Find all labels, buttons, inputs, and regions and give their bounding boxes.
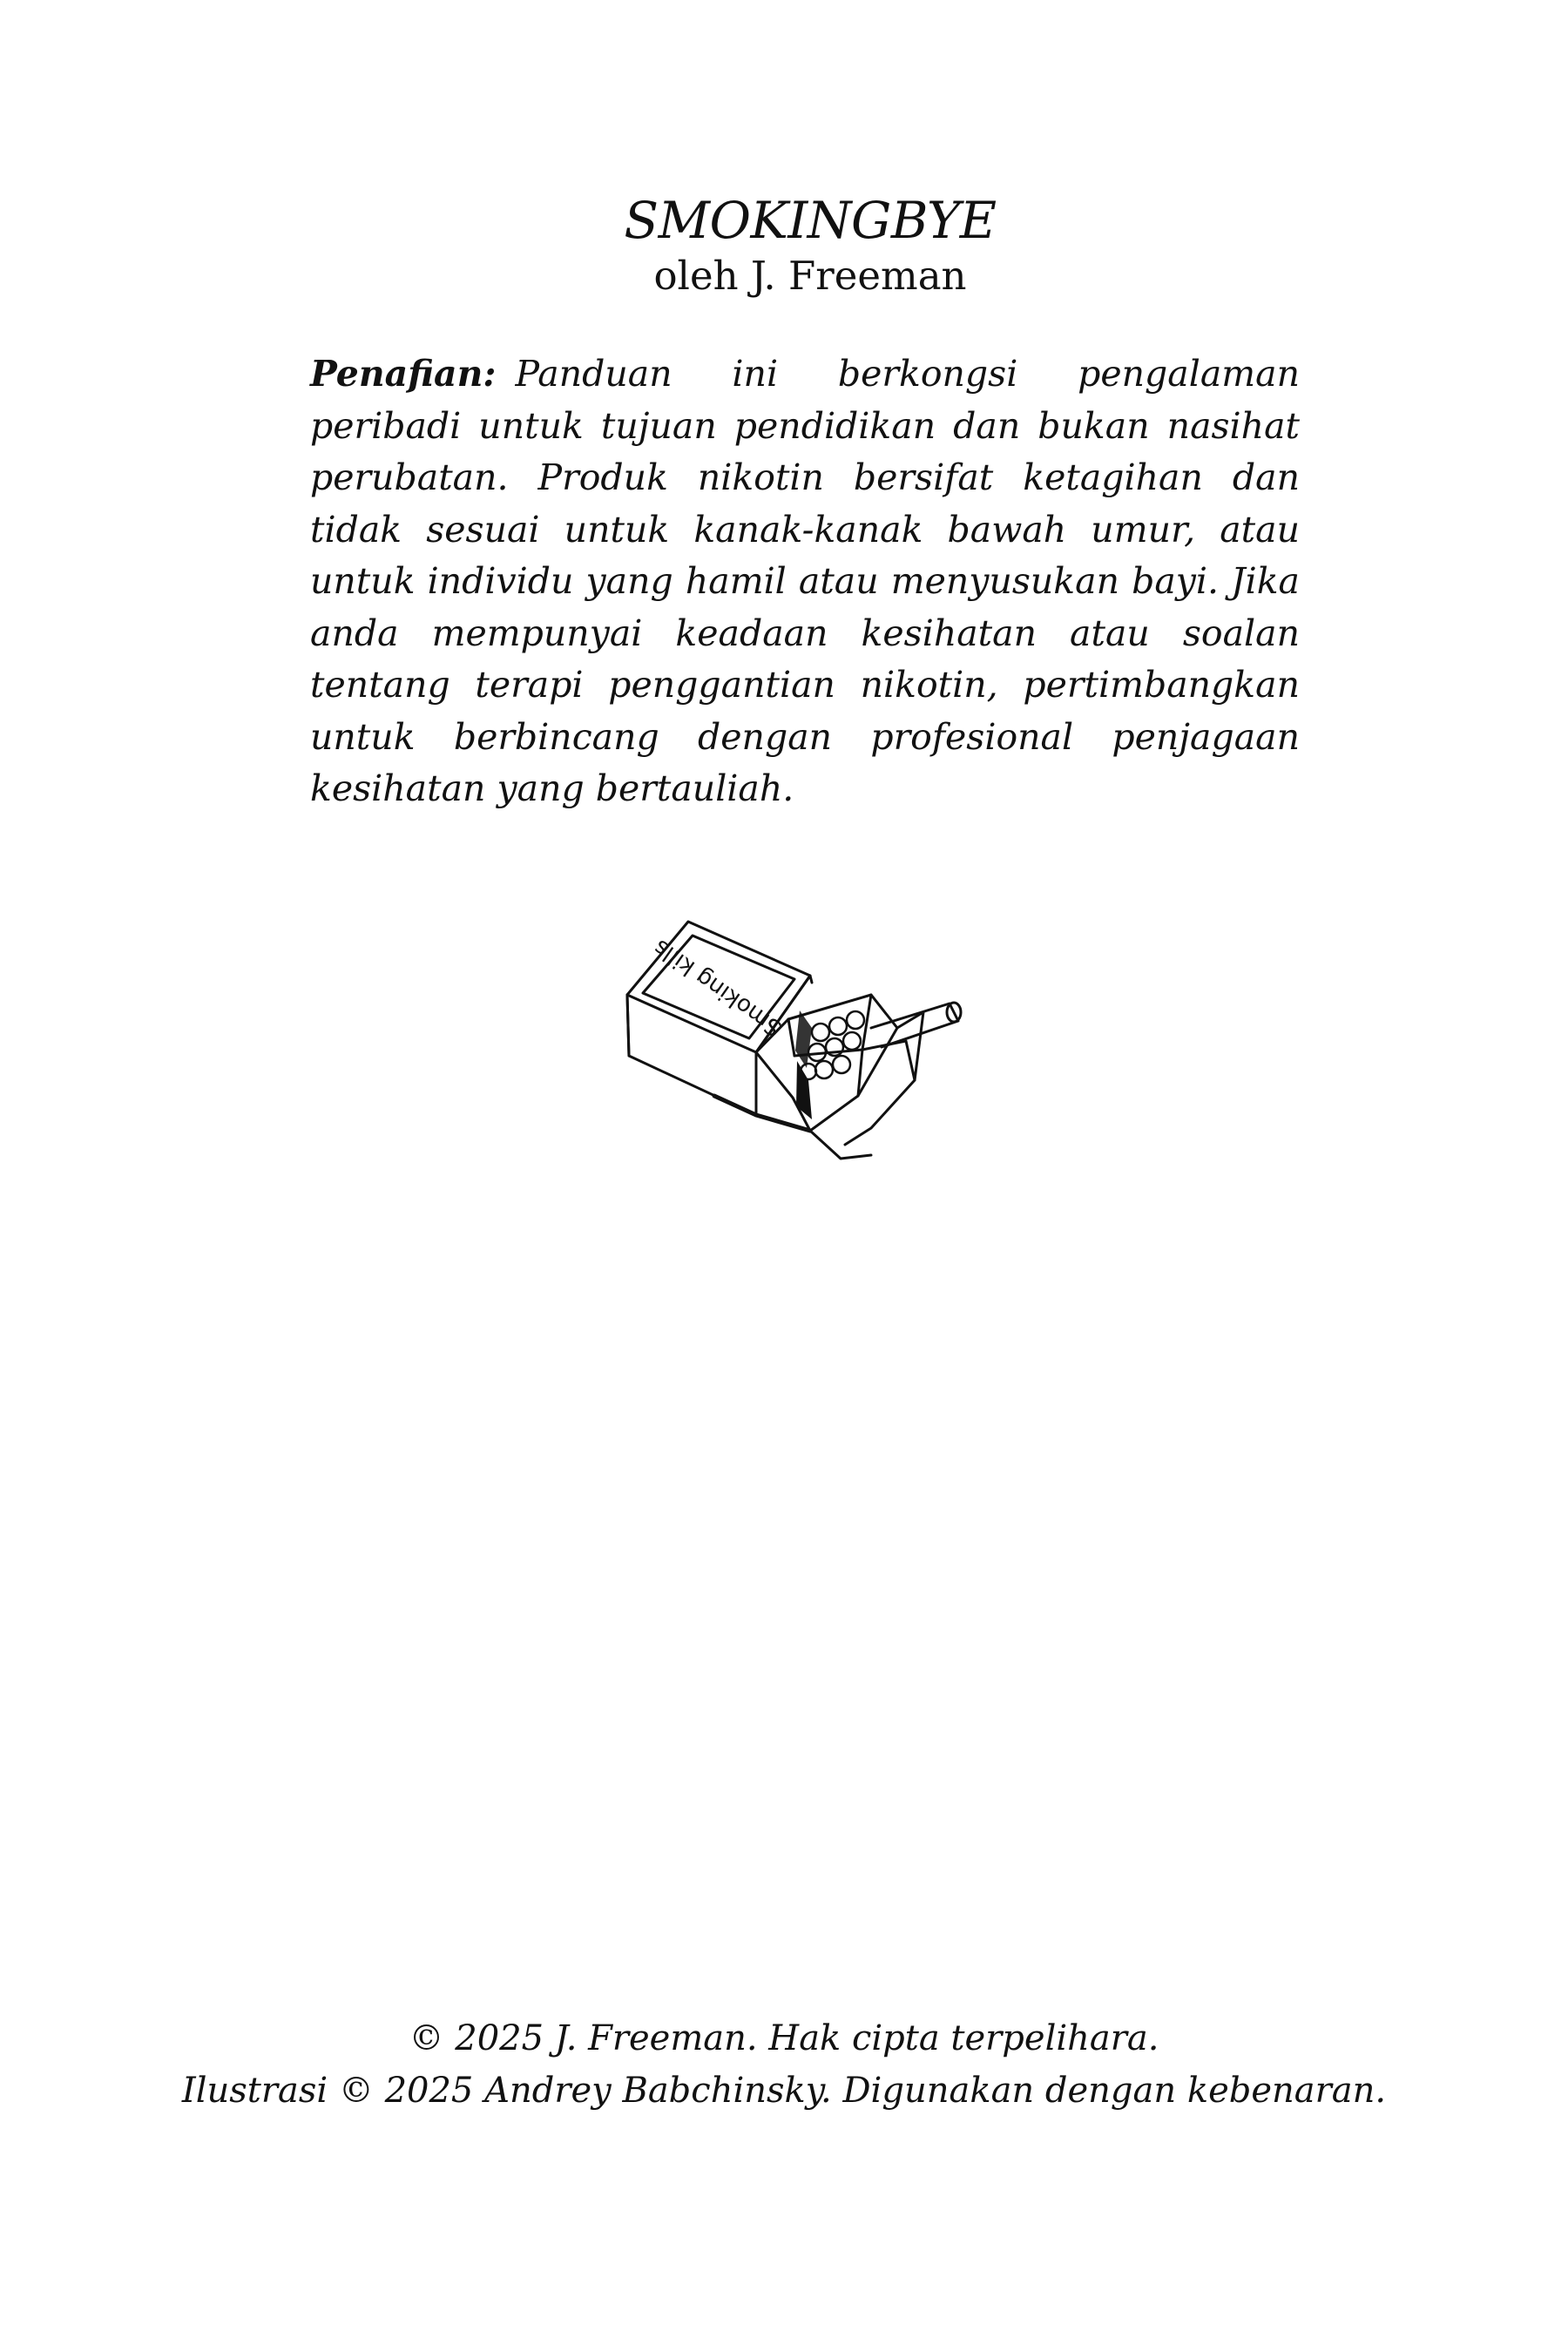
illustration-credit: Ilustrasi © 2025 Andrey Babchinsky. Digunakan dengan kebenaran. [181, 2071, 1387, 2111]
pack-label-text: Smoking kills [648, 934, 787, 1042]
book-title: SMOKINGBYE [624, 191, 997, 250]
disclaimer-text: Panduan ini berkongsi pengalaman peribadi untuk tujuan pendidikan dan bukan nasihat perubatan. Produk nikotin bersifat ketagihan dan tidak sesuai untuk kanak-kanak bawah umur, atau untuk individu yang hamil atau menyusukan bayi. Jika anda mempunyai keadaan kesihatan atau soalan tentang terapi penggantian nikotin, pertimbangkan untuk berbincang dengan profesional penjagaan kesihatan yang bertauliah. [310, 353, 1300, 809]
copyright-notice: © 2025 J. Freeman. Hak cipta terpelihara. [409, 2018, 1159, 2058]
title-block [0, 190, 1568, 301]
disclaimer-label: Penafian: [310, 353, 497, 395]
book-author: oleh J. Freeman [653, 253, 967, 299]
cigarette-pack-illustration [610, 897, 1028, 1193]
disclaimer-paragraph [310, 348, 1300, 815]
footer [0, 2012, 1568, 2117]
